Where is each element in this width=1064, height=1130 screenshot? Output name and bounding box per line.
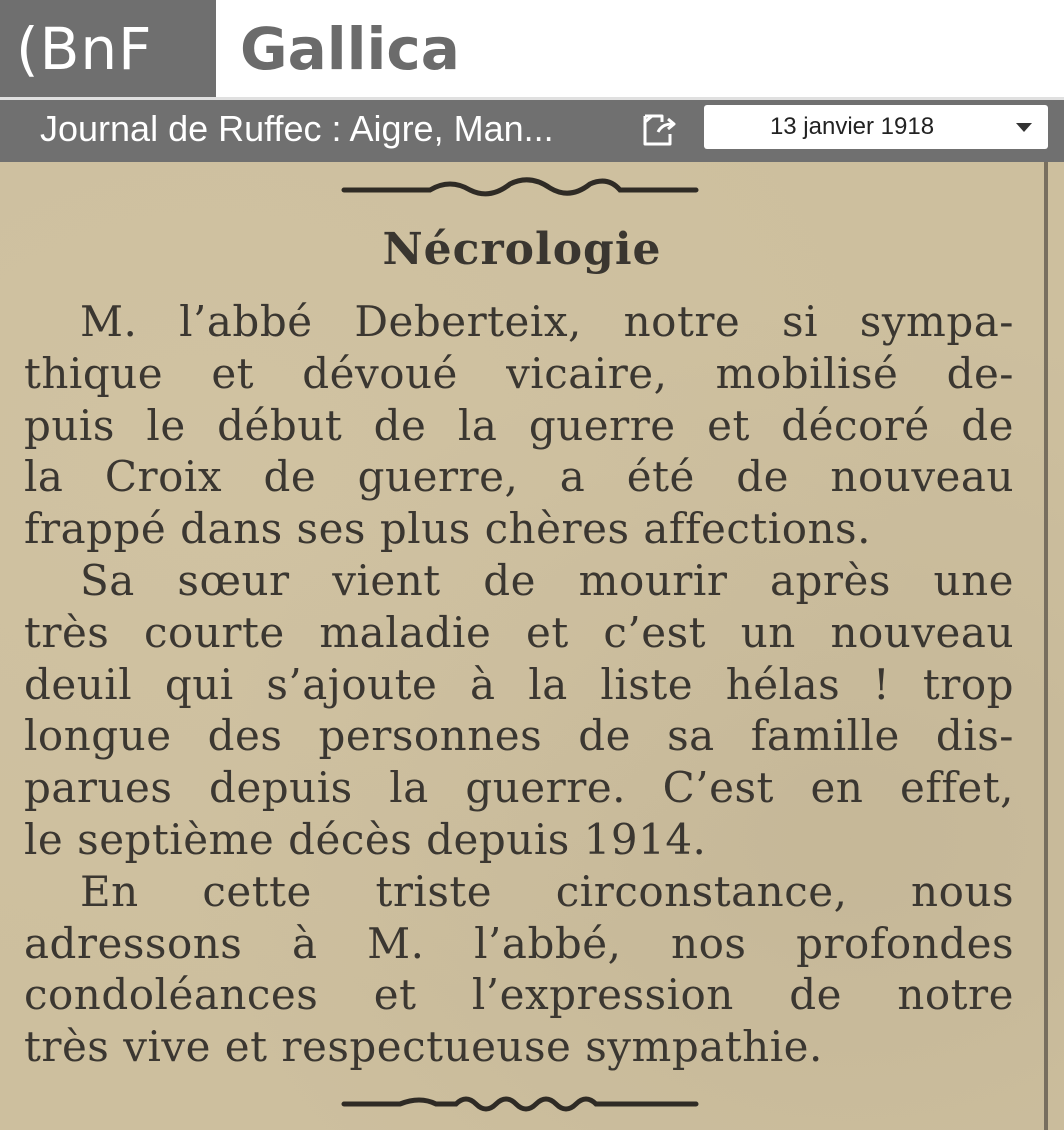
document-toolbar: [0, 97, 1064, 162]
top-ornament-divider: [340, 172, 700, 200]
article-heading: Nécrologie: [382, 224, 662, 275]
article-line: adressons à M. l’abbé, nos profondes: [24, 918, 1014, 968]
article-line: parues depuis la guerre. C’est en effet,: [24, 763, 1014, 813]
article-line: la Croix de guerre, a été de nouveau: [24, 452, 1014, 502]
article-line: thique et dévoué vicaire, mobilisé de-: [24, 348, 1014, 398]
article-line: très vive et respectueuse sympathie.: [24, 1022, 823, 1072]
article-line: frappé dans ses plus chères affections.: [24, 504, 871, 554]
column-rule: [1044, 162, 1048, 1130]
article-line: Sa sœur vient de mourir après une: [80, 555, 1014, 605]
brand-header: [0, 0, 1064, 97]
article-line: très courte maladie et c’est un nouveau: [24, 607, 1014, 657]
document-title[interactable]: Journal de Ruffec : Aigre, Man...: [40, 108, 554, 149]
document-image-viewer[interactable]: [0, 162, 1064, 1130]
chevron-down-icon: [1016, 123, 1032, 132]
article-line: M. l’abbé Deberteix, notre si sympa-: [80, 297, 1014, 346]
article-line: longue des personnes de sa famille dis-: [24, 711, 1014, 761]
article-line: puis le début de la guerre et décoré de: [24, 400, 1014, 450]
share-icon: [636, 108, 680, 152]
share-button[interactable]: [636, 108, 680, 152]
article-line: condoléances et l’expression de notre: [24, 970, 1014, 1020]
article-body: [24, 296, 1014, 1073]
bottom-ornament-divider: [340, 1090, 700, 1118]
article-line: En cette triste circonstance, nous: [80, 866, 1014, 916]
article-line: deuil qui s’ajoute à la liste hélas ! trop: [24, 659, 1014, 709]
bnf-logo[interactable]: (BnF: [0, 0, 216, 97]
article-line: le septième décès depuis 1914.: [24, 814, 707, 864]
gallica-site-name[interactable]: Gallica: [240, 14, 460, 83]
issue-date-value: 13 janvier 1918: [769, 113, 935, 140]
issue-date-select[interactable]: [704, 105, 1048, 149]
